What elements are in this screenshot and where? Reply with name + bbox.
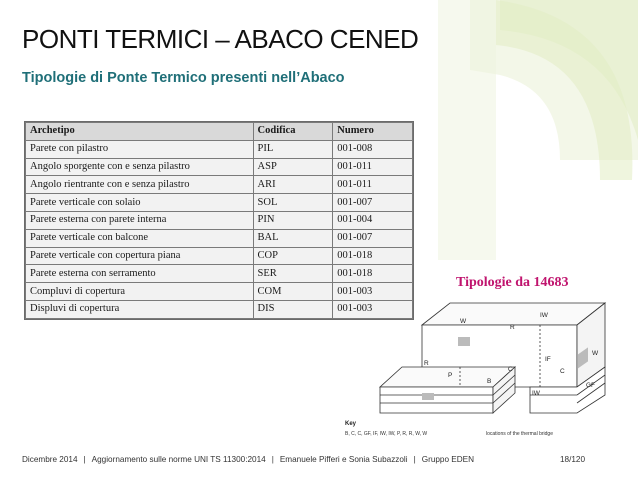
- cell-numero: 001-003: [333, 283, 413, 301]
- slide-title: PONTI TERMICI – ABACO CENED: [22, 24, 419, 54]
- table-row: [26, 158, 413, 176]
- table-row: [26, 176, 413, 194]
- cell-archetipo: Parete esterna con parete interna: [26, 211, 254, 229]
- table-row: [26, 194, 413, 212]
- window-shape: [422, 393, 434, 400]
- cell-numero: 001-008: [333, 140, 413, 158]
- header-archetipo: Archetipo: [26, 123, 254, 141]
- footer-authors: Emanuele Pifferi e Sonia Subazzoli: [279, 455, 408, 464]
- cell-codifica: DIS: [253, 300, 333, 318]
- label-gf-right: GF: [586, 382, 596, 389]
- building-thermal-bridge-diagram: [340, 295, 625, 420]
- cell-archetipo: Parete con pilastro: [26, 140, 254, 158]
- header-numero: Numero: [333, 123, 413, 141]
- label-b-low: B: [487, 378, 492, 385]
- cell-archetipo: Displuvi di copertura: [26, 300, 254, 318]
- cell-archetipo: Angolo rientrante con e senza pilastro: [26, 176, 254, 194]
- cell-codifica: COM: [253, 283, 333, 301]
- cell-codifica: ASP: [253, 158, 333, 176]
- cell-numero: 001-007: [333, 229, 413, 247]
- label-if-mid: IF: [545, 356, 551, 363]
- figure-key-description: locations of the thermal bridge: [486, 431, 553, 437]
- cell-numero: 001-018: [333, 265, 413, 283]
- figure-key-symbols: B, C, C, GF, IF, IW, IW, P, R, R, W, W: [345, 431, 428, 437]
- cell-archetipo: Parete esterna con serramento: [26, 265, 254, 283]
- footer-group: Gruppo EDEN: [421, 455, 475, 464]
- cell-codifica: BAL: [253, 229, 333, 247]
- cell-archetipo: Angolo sporgente con e senza pilastro: [26, 158, 254, 176]
- footer: [22, 455, 474, 464]
- label-w-right: W: [592, 350, 599, 357]
- footer-date: Dicembre 2014: [22, 455, 78, 464]
- footer-topic: Aggiornamento sulle norme UNI TS 11300:2014: [91, 455, 266, 464]
- header-codifica: Codifica: [253, 123, 333, 141]
- cell-archetipo: Parete verticale con copertura piana: [26, 247, 254, 265]
- thermal-bridge-table: [24, 121, 414, 320]
- cell-codifica: PIN: [253, 211, 333, 229]
- cell-codifica: PIL: [253, 140, 333, 158]
- figure-caption: Tipologie da 14683: [456, 275, 569, 290]
- cell-numero: 001-007: [333, 194, 413, 212]
- label-w-top: W: [460, 318, 467, 325]
- table-row: [26, 247, 413, 265]
- footer-separator: |: [83, 455, 86, 464]
- label-c-mid: C: [508, 366, 513, 373]
- cell-numero: 001-003: [333, 300, 413, 318]
- cell-codifica: COP: [253, 247, 333, 265]
- table-row: [26, 140, 413, 158]
- table-row: [26, 229, 413, 247]
- cell-codifica: SOL: [253, 194, 333, 212]
- table-header-row: [26, 123, 413, 141]
- table-row: [26, 211, 413, 229]
- cell-codifica: SER: [253, 265, 333, 283]
- label-iw-top: IW: [540, 312, 548, 319]
- cell-numero: 001-011: [333, 158, 413, 176]
- cell-numero: 001-011: [333, 176, 413, 194]
- figure-key-title: Key: [345, 421, 357, 427]
- cell-numero: 001-004: [333, 211, 413, 229]
- label-r-top: R: [510, 324, 515, 331]
- cell-archetipo: Compluvi di copertura: [26, 283, 254, 301]
- label-r-low: R: [424, 360, 429, 367]
- label-iw-low: IW: [532, 390, 540, 397]
- footer-separator: |: [271, 455, 274, 464]
- window-shape: [458, 337, 470, 346]
- cell-archetipo: Parete verticale con balcone: [26, 229, 254, 247]
- cell-archetipo: Parete verticale con solaio: [26, 194, 254, 212]
- cell-codifica: ARI: [253, 176, 333, 194]
- label-c-right: C: [560, 368, 565, 375]
- cell-numero: 001-018: [333, 247, 413, 265]
- label-p-low: P: [448, 372, 453, 379]
- footer-separator: |: [413, 455, 416, 464]
- table-row: [26, 265, 413, 283]
- page-number: 18/120: [560, 455, 586, 464]
- slide-subtitle: Tipologie di Ponte Termico presenti nell’Abaco: [22, 70, 345, 86]
